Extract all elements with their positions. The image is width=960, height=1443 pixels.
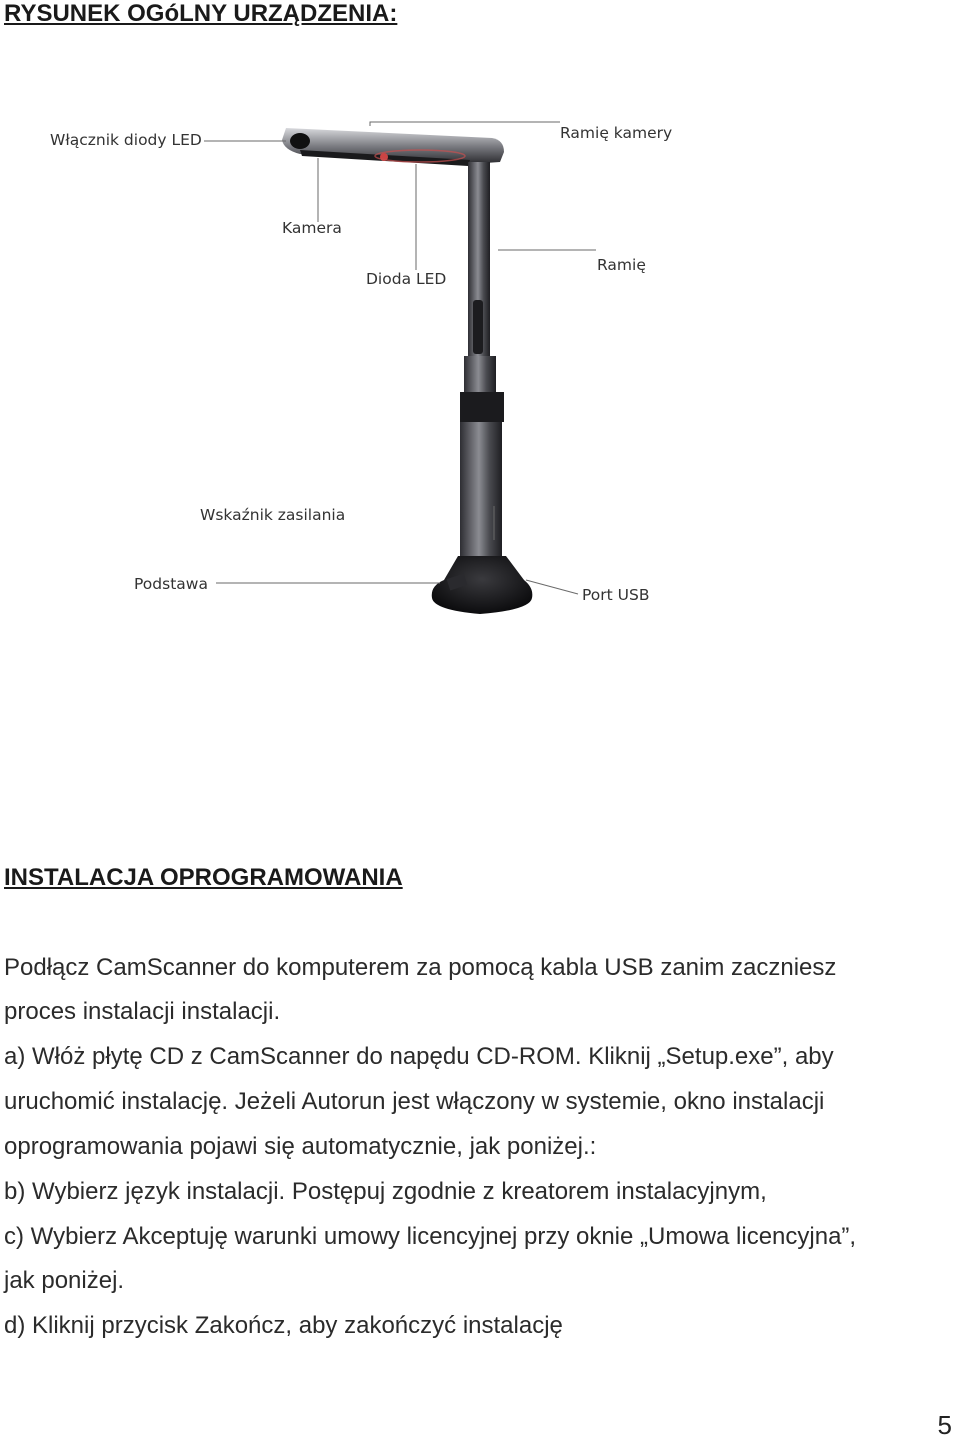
paragraph-line: Podłącz CamScanner do komputerem za pomocą kabla USB zanim zaczniesz <box>4 954 837 981</box>
label-camera: Kamera <box>282 219 342 237</box>
paragraph-line: oprogramowania pojawi się automatycznie, jak poniżej.: <box>4 1133 597 1160</box>
paragraph-line: jak poniżej. <box>4 1267 125 1294</box>
figure-heading: RYSUNEK OGóLNY URZĄDZENIA: <box>4 0 398 27</box>
label-led: Dioda LED <box>366 270 447 288</box>
label-arm: Ramię <box>597 256 646 274</box>
paragraph-line: d) Kliknij przycisk Zakończ, aby zakończyć instalację <box>4 1312 563 1339</box>
paragraph-line: uruchomić instalację. Jeżeli Autorun jest włączony w systemie, okno instalacji <box>4 1088 825 1115</box>
paragraph-line: b) Wybierz język instalacji. Postępuj zgodnie z kreatorem instalacyjnym, <box>4 1178 767 1205</box>
label-camera-arm: Ramię kamery <box>560 124 673 142</box>
page-number: 5 <box>937 1410 952 1440</box>
device-diagram <box>0 110 960 630</box>
label-power-indicator: Wskaźnik zasilania <box>200 506 346 524</box>
label-usb-port: Port USB <box>582 586 650 604</box>
paragraph-line: c) Wybierz Akceptuję warunki umowy licencyjnej przy oknie „Umowa licencyjna”, <box>4 1223 857 1250</box>
install-heading: INSTALACJA OPROGRAMOWANIA <box>4 864 403 891</box>
label-led-switch: Włącznik diody LED <box>50 131 202 149</box>
camera-arm-shape <box>282 128 504 166</box>
label-base: Podstawa <box>134 575 208 593</box>
paragraph-line: proces instalacji instalacji. <box>4 998 281 1025</box>
paragraph-line: a) Włóż płytę CD z CamScanner do napędu CD-ROM. Kliknij „Setup.exe”, aby <box>4 1043 834 1070</box>
